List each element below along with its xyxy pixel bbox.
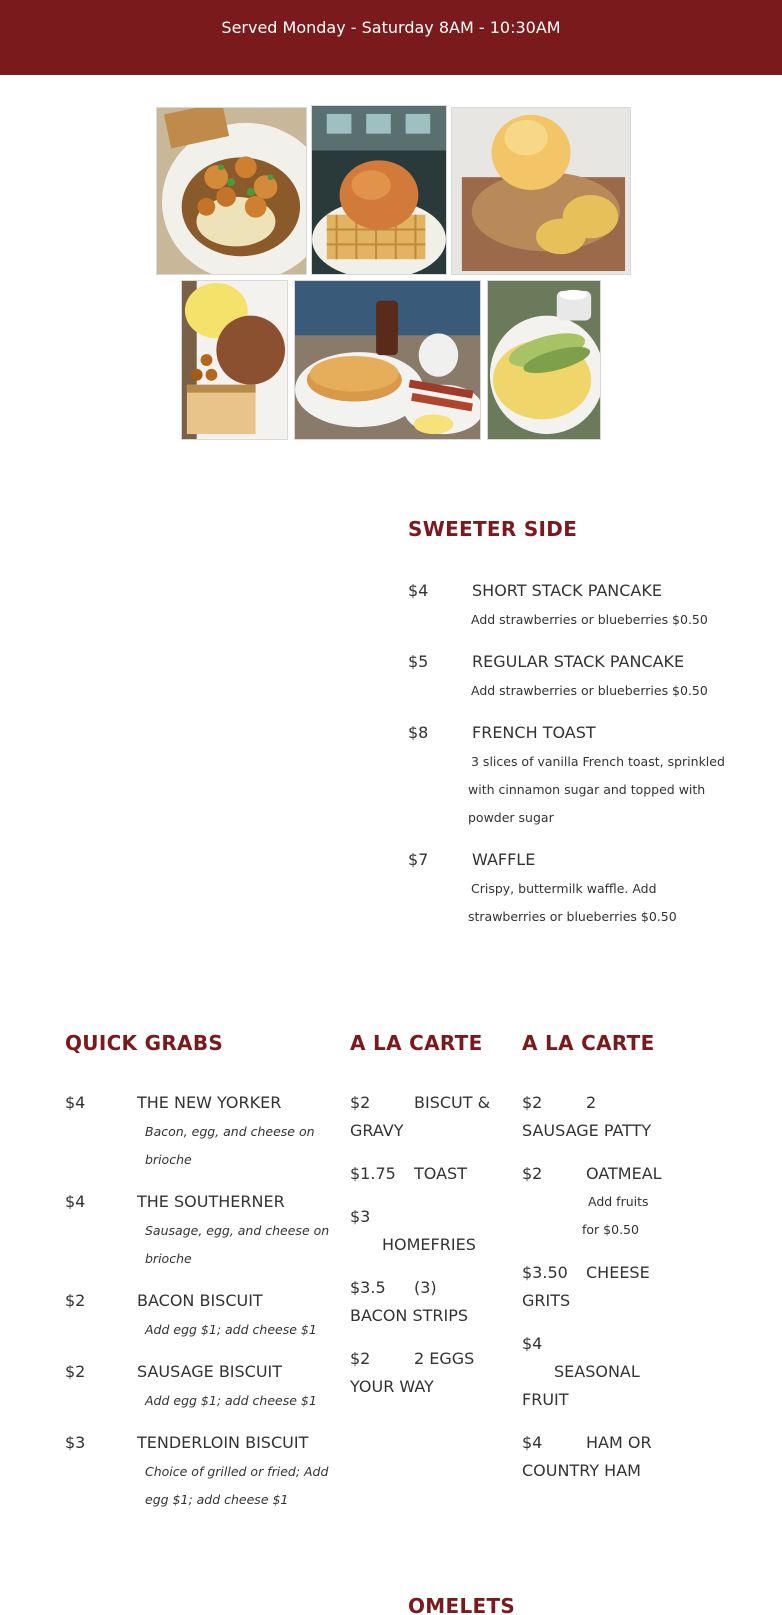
photo-pancakes-and-bacon	[294, 280, 481, 440]
carte2-name-3b: GRITS	[522, 1291, 571, 1310]
a-la-carte-heading-1: A LA CARTE	[350, 1031, 483, 1055]
quick-price-2: $4	[65, 1192, 86, 1211]
quick-item-southerner: THE SOUTHERNER	[137, 1192, 285, 1211]
carte1-item-eggs	[350, 1345, 500, 1401]
sweeter-price-3: $8	[408, 723, 429, 742]
carte2-price-2: $2	[522, 1164, 543, 1183]
quick-price-4: $2	[65, 1362, 86, 1381]
quick-item-bacon-biscuit: BACON BISCUIT	[137, 1291, 263, 1310]
quick-item-tenderloin-biscuit: TENDERLOIN BISCUIT	[137, 1433, 309, 1452]
sweeter-side-heading: SWEETER SIDE	[408, 517, 578, 541]
carte1-item-bacon-strips	[350, 1274, 500, 1330]
quick-desc-bacon-biscuit: Add egg $1; add cheese $1	[145, 1322, 317, 1337]
carte1-name-4a: (3)	[414, 1278, 437, 1297]
carte2-desc-2a: Add fruits	[588, 1194, 649, 1209]
carte2-name-2: OATMEAL	[586, 1164, 662, 1183]
carte1-name-4b: BACON STRIPS	[350, 1306, 469, 1325]
sweeter-price-1: $4	[408, 581, 429, 600]
carte2-name-4b: FRUIT	[522, 1390, 569, 1409]
carte1-price-5: $2	[350, 1349, 371, 1368]
sweeter-item-regular-stack: REGULAR STACK PANCAKE	[472, 652, 685, 671]
carte2-name-5b: COUNTRY HAM	[522, 1461, 641, 1480]
sweeter-desc-french-toast-line1: 3 slices of vanilla French toast, sprinkled	[471, 754, 725, 769]
carte1-name-1b: GRAVY	[350, 1121, 404, 1140]
carte1-item-biscuit-gravy	[350, 1089, 500, 1145]
carte1-price-3: $3	[350, 1207, 371, 1226]
quick-price-3: $2	[65, 1291, 86, 1310]
carte2-desc-2b: for $0.50	[582, 1222, 639, 1237]
carte2-item-ham	[522, 1429, 682, 1485]
carte1-name-1a: BISCUT &	[414, 1093, 491, 1112]
sweeter-price-4: $7	[408, 850, 429, 869]
carte2-name-5a: HAM OR	[586, 1433, 652, 1452]
quick-grabs-heading: QUICK GRABS	[65, 1031, 224, 1055]
quick-desc-tenderloin-line2: egg $1; add cheese $1	[145, 1492, 289, 1507]
quick-price-5: $3	[65, 1433, 86, 1452]
photo-shrimp-and-grits	[156, 107, 307, 275]
sweeter-desc-french-toast-line3: powder sugar	[468, 810, 554, 825]
quick-desc-tenderloin-line1: Choice of grilled or fried; Add	[145, 1464, 329, 1479]
hours-banner	[0, 0, 782, 75]
photo-french-toast-ice-cream	[451, 107, 631, 275]
carte2-name-4a: SEASONAL	[554, 1362, 640, 1381]
sweeter-desc-french-toast-line2: with cinnamon sugar and topped with	[468, 782, 706, 797]
quick-desc-southerner-line1: Sausage, egg, and cheese on	[145, 1223, 330, 1238]
sweeter-desc-waffle-line1: Crispy, buttermilk waffle. Add	[471, 881, 657, 896]
quick-desc-sausage-biscuit: Add egg $1; add cheese $1	[145, 1393, 317, 1408]
quick-desc-southerner-line2: brioche	[145, 1251, 192, 1266]
quick-desc-new-yorker-line1: Bacon, egg, and cheese on	[145, 1124, 315, 1139]
carte2-item-sausage-patty	[522, 1089, 682, 1145]
carte2-item-oatmeal	[522, 1160, 682, 1244]
carte1-name-3: HOMEFRIES	[382, 1235, 476, 1254]
photo-chicken-and-waffle	[311, 105, 447, 275]
carte1-price-2: $1.75	[350, 1164, 396, 1183]
quick-price-1: $4	[65, 1093, 86, 1112]
carte1-name-2: TOAST	[414, 1164, 467, 1183]
carte2-item-seasonal-fruit	[522, 1330, 682, 1414]
carte2-price-3: $3.50	[522, 1263, 568, 1282]
carte2-price-4: $4	[522, 1334, 543, 1353]
carte2-name-3a: CHEESE	[586, 1263, 650, 1282]
sweeter-price-2: $5	[408, 652, 429, 671]
photo-omelet-avocado	[487, 280, 601, 440]
carte1-item-toast	[350, 1160, 500, 1188]
carte1-price-4: $3.5	[350, 1278, 386, 1297]
quick-item-new-yorker: THE NEW YORKER	[137, 1093, 282, 1112]
omelets-heading: OMELETS	[408, 1594, 516, 1615]
sweeter-item-french-toast: FRENCH TOAST	[472, 723, 596, 742]
quick-desc-new-yorker-line2: brioche	[145, 1152, 192, 1167]
carte1-name-5a: 2 EGGS	[414, 1349, 475, 1368]
carte1-name-5b: YOUR WAY	[350, 1377, 434, 1396]
carte1-price-1: $2	[350, 1093, 371, 1112]
sweeter-desc-waffle-line2: strawberries or blueberries $0.50	[468, 909, 677, 924]
quick-item-sausage-biscuit: SAUSAGE BISCUIT	[137, 1362, 283, 1381]
hours-text: Served Monday - Saturday 8AM - 10:30AM	[221, 18, 561, 37]
carte2-price-5: $4	[522, 1433, 543, 1452]
carte2-name-1a: 2	[586, 1093, 597, 1112]
carte1-item-homefries	[350, 1203, 500, 1259]
sweeter-item-short-stack: SHORT STACK PANCAKE	[472, 581, 662, 600]
carte2-price-1: $2	[522, 1093, 543, 1112]
sweeter-desc-short-stack: Add strawberries or blueberries $0.50	[471, 612, 708, 627]
carte2-name-1b: SAUSAGE PATTY	[522, 1121, 652, 1140]
sweeter-item-waffle: WAFFLE	[472, 850, 536, 869]
photo-breakfast-plate	[181, 280, 288, 440]
a-la-carte-heading-2: A LA CARTE	[522, 1031, 655, 1055]
sweeter-desc-regular-stack: Add strawberries or blueberries $0.50	[471, 683, 708, 698]
carte2-item-cheese-grits	[522, 1259, 682, 1315]
